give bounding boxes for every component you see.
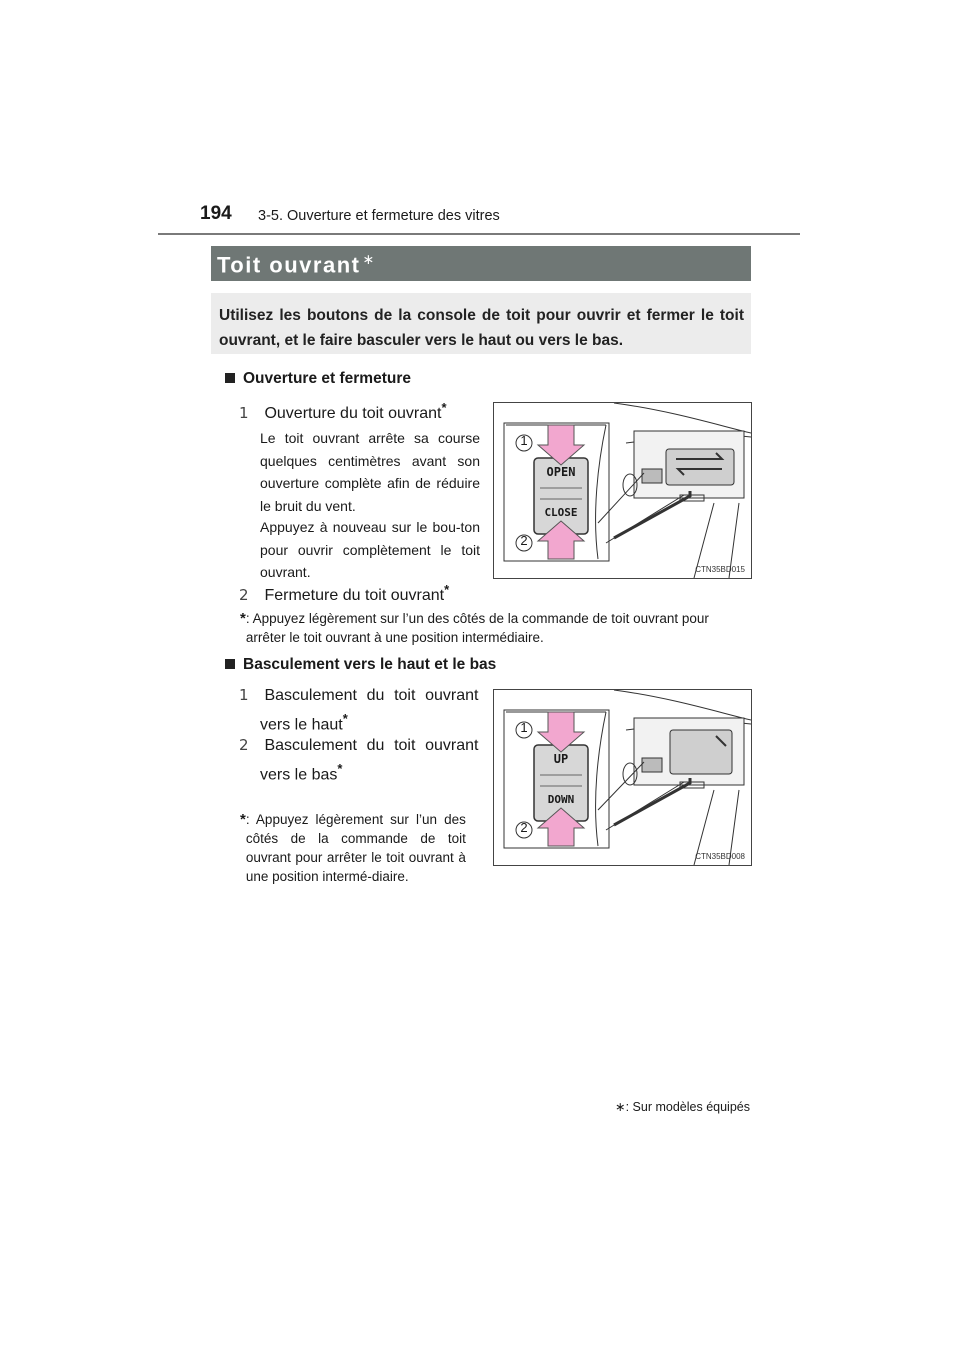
open-close-switch-illustration: [494, 403, 751, 578]
item-label: Fermeture du toit ouvrant: [264, 587, 445, 605]
close-button-label: CLOSE: [544, 506, 578, 519]
open-button-label: OPEN: [546, 465, 576, 479]
figure-open-close-switch: [493, 402, 752, 579]
note-text: : Appuyez légèrement sur l’un des côtés de la commande de toit ouvrant pour arrêter le toit ouvrant à une position intermé-diaire.: [245, 812, 466, 884]
note-intermediate-position: [240, 810, 480, 886]
item-label-line2: [260, 711, 479, 734]
paragraph-wind-noise: Le toit ouvrant arrête sa course quelques centimètres avant son ouverture complète afin de réduire le bruit du vent.: [260, 430, 480, 514]
asterisk-marker: *: [240, 610, 246, 627]
callout-2: 2: [520, 820, 528, 835]
item-number: 2: [239, 586, 249, 605]
item-label: Ouverture du toit ouvrant: [264, 405, 442, 423]
callout-1: 1: [520, 433, 528, 448]
footnote-equipped-models: [615, 1099, 750, 1114]
figure-code: CTN35BD015: [695, 565, 745, 574]
down-button-label: DOWN: [547, 793, 575, 806]
note-text: : Appuyez légèrement sur l’un des côtés de la commande de toit ouvrant pour arrêter le toit ouvrant à une position intermédiaire.: [245, 611, 709, 645]
asterisk-marker: *: [441, 400, 447, 415]
list-item: [239, 400, 447, 423]
note-intermediate-position: [240, 609, 750, 647]
page-title: [217, 251, 376, 278]
title-asterisk: ∗: [362, 251, 376, 267]
asterisk-marker: *: [444, 582, 450, 597]
page-number: 194: [200, 203, 232, 224]
list-item: [239, 582, 449, 605]
figure-up-down-switch: [493, 689, 752, 866]
item-number: 2: [239, 736, 249, 754]
asterisk-marker: *: [240, 811, 246, 828]
paragraph-press-again: Appuyez à nouveau sur le bou-ton pour ouvrir complètement le toit ouvrant.: [260, 519, 480, 580]
item-number: 1: [239, 404, 249, 423]
section-breadcrumb: 3-5. Ouverture et fermeture des vitres: [258, 208, 500, 224]
footnote-text: : Sur modèles équipés: [625, 1100, 750, 1114]
page-title-text: Toit ouvrant: [217, 252, 361, 278]
item-number: 1: [239, 686, 249, 704]
item-label-line2: [260, 761, 479, 784]
list-item: [239, 736, 479, 784]
intro-box: [211, 293, 751, 354]
item-label: Basculement du toit ouvrant: [264, 687, 479, 704]
section-heading-open-close: [225, 370, 411, 388]
page-title-bar: [211, 246, 751, 281]
section-heading-tilt: [225, 656, 496, 674]
square-bullet-icon: [225, 659, 235, 669]
section-heading-text: Ouverture et fermeture: [243, 370, 411, 387]
callout-1: 1: [520, 720, 528, 735]
up-down-switch-illustration: [494, 690, 751, 865]
list-item: [239, 686, 479, 734]
section-heading-text: Basculement vers le haut et le bas: [243, 656, 497, 673]
up-button-label: UP: [553, 752, 569, 766]
asterisk-marker: *: [337, 761, 343, 776]
figure-code: CTN35BD008: [695, 852, 745, 861]
intro-text: Utilisez les boutons de la console de toit pour ouvrir et fermer le toit ouvrant, et le faire basculer vers le haut ou vers le bas.: [219, 307, 744, 349]
asterisk-marker: *: [342, 711, 348, 726]
item-label-continued: vers le haut: [260, 716, 343, 734]
item-label-continued: vers le bas: [260, 766, 338, 784]
header-divider: [158, 233, 800, 235]
item-label: Basculement du toit ouvrant: [264, 737, 479, 754]
square-bullet-icon: [225, 373, 235, 383]
footnote-asterisk: ∗: [615, 1100, 626, 1114]
callout-2: 2: [520, 533, 528, 548]
